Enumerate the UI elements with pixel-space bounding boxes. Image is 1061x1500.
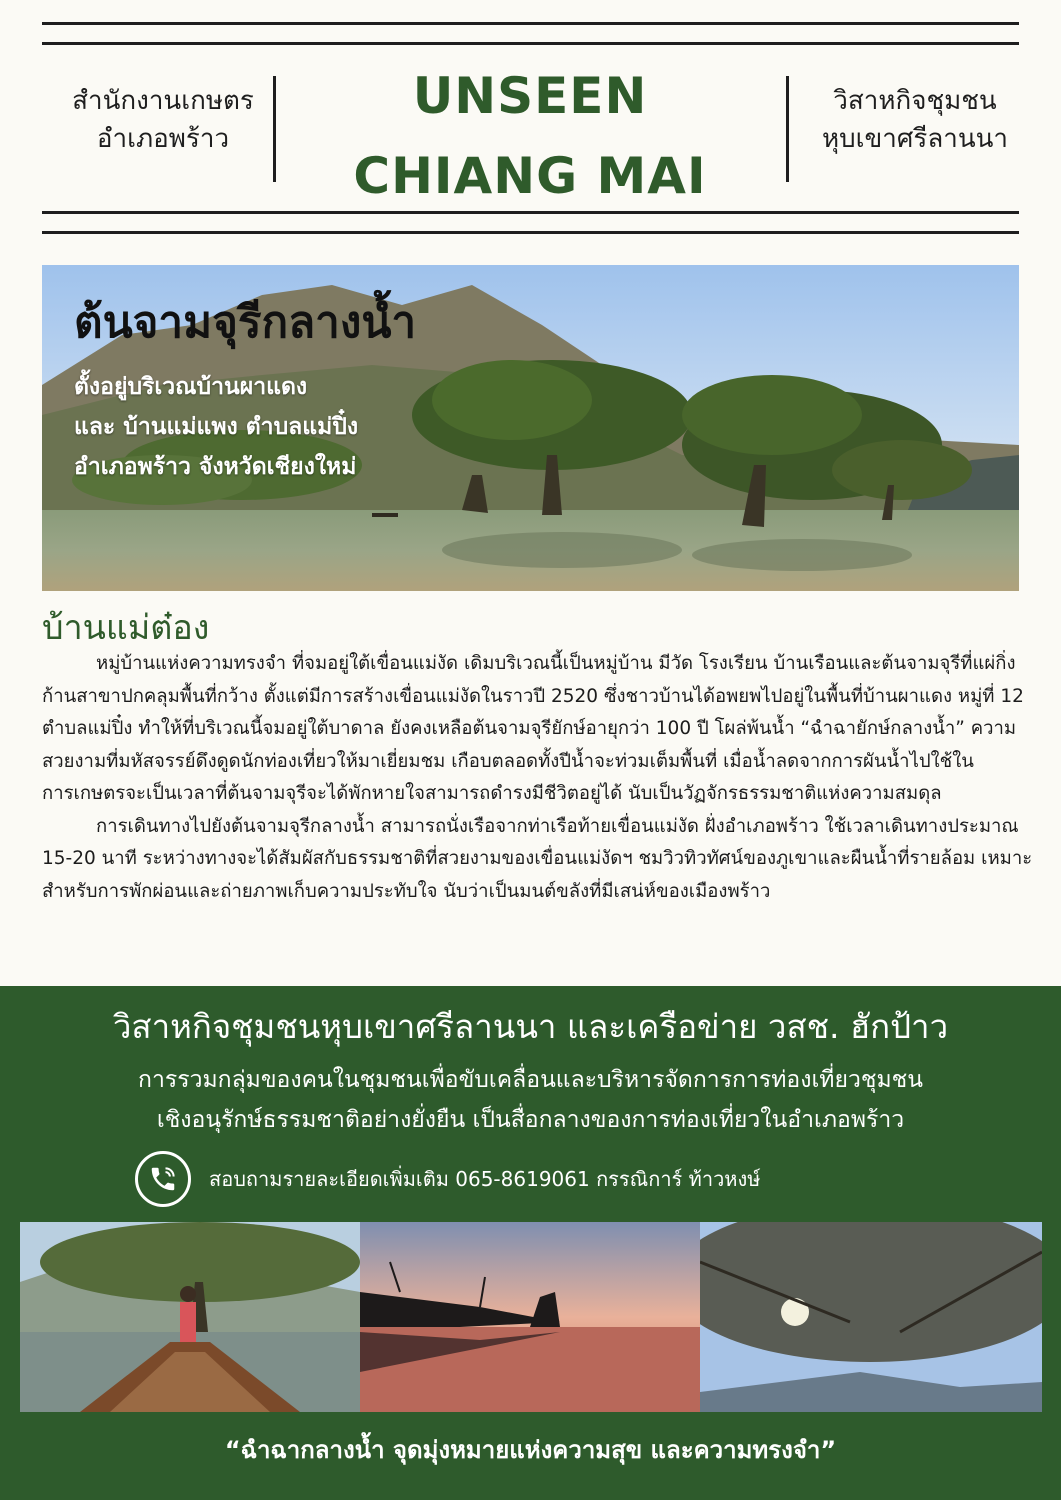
band-description-line1: การรวมกลุ่มของคนในชุมชนเพื่อขับเคลื่อนและบริหารจัดการการท่องเที่ยวชุมชน [138, 1067, 923, 1093]
hero-photo [42, 265, 1019, 591]
hero-subtitle-line2: และ บ้านแม่แพง ตำบลแม่ปิ๋ง [74, 414, 359, 440]
masthead-line1: UNSEEN [412, 67, 648, 125]
header-left-line2: อำเภอพร้าว [96, 124, 230, 154]
contact-row [135, 1150, 760, 1208]
header-divider-left [273, 76, 276, 182]
article-heading: บ้านแม่ต๋อง [42, 608, 210, 648]
phone-icon [135, 1151, 191, 1207]
hero-subtitle [74, 367, 358, 487]
photo-sunset-lake [360, 1222, 700, 1412]
top-rule-1 [42, 22, 1019, 25]
header-right-block [800, 82, 1030, 158]
photo-tree-canopy [700, 1222, 1042, 1412]
bottom-rule-2 [42, 231, 1019, 234]
header-right-line2: หุบเขาศรีลานนา [821, 124, 1009, 154]
bottom-rule-1 [42, 211, 1019, 214]
hero-subtitle-line3: อำเภอพร้าว จังหวัดเชียงใหม่ [74, 454, 357, 480]
closing-quote: “ฉำฉากลางน้ำ จุดมุ่งหมายแห่งความสุข และความทรงจำ” [224, 1436, 837, 1464]
article-paragraph-1: หมู่บ้านแห่งความทรงจำ ที่จมอยู่ใต้เขื่อนแม่งัด เดิมบริเวณนี้เป็นหมู่บ้าน มีวัด โรงเรียน บ้านเรือนและต้นจามจุรีที่แผ่กิ่งก้านสาขาปกคลุมพื้นที่กว้าง ตั้งแต่มีการสร้างเขื่อนแม่งัดในราวปี 2520 ซึ่งชาวบ้านได้อพยพไปอยู่ในพื้นที่บ้านผาแดง หมู่ที่ 12 ตำบลแม่ปิ๋ง ทำให้ที่บริเวณนี้จมอยู่ใต้บาดาล ยังคงเหลือต้นจามจุรียักษ์อายุกว่า 100 ปี โผล่พ้นน้ำ “ฉำฉายักษ์กลางน้ำ” ความสวยงามที่มหัสจรรย์ดึงดูดนักท่องเที่ยวให้มาเยี่ยมชม เกือบตลอดทั้งปีน้ำจะท่วมเต็มพื้นที่ เมื่อน้ำลดจากการผันน้ำไปใช้ในการเกษตรจะเป็นเวลาที่ต้นจามจุรีจะได้พักหายใจสามารถดำรงมีชีวิตอยู่ได้ นับเป็นวัฏจักรธรรมชาติแห่งความสมดุล [42, 653, 1024, 804]
article-body [42, 648, 1046, 908]
masthead-title [300, 56, 760, 216]
masthead-line2: CHIANG MAI [353, 147, 707, 205]
hero-title: ต้นจามจุรีกลางน้ำ [74, 297, 417, 348]
band-description-line2: เชิงอนุรักษ์ธรรมชาติอย่างยั่งยืน เป็นสื่อกลางของการท่องเที่ยวในอำเภอพร้าว [156, 1107, 905, 1133]
header-divider-right [786, 76, 789, 182]
header-right-line1: วิสาหกิจชุมชน [833, 86, 997, 116]
article-paragraph-2: การเดินทางไปยังต้นจามจุรีกลางน้ำ สามารถนั่งเรือจากท่าเรือท้ายเขื่อนแม่งัด ฝั่งอำเภอพร้าว ใช้เวลาเดินทางประมาณ 15-20 นาที ระหว่างทางจะได้สัมผัสกับธรรมชาติที่สวยงามของเขื่อนแม่งัดฯ ชมวิวทิวทัศน์ของภูเขาและผืนน้ำที่รายล้อม เหมาะสำหรับการพักผ่อนและถ่ายภาพเก็บความประทับใจ นับว่าเป็นมนต์ขลังที่มีเสน่ห์ของเมืองพร้าว [42, 815, 1033, 902]
contact-text: สอบถามรายละเอียดเพิ่มเติม 065-8619061 กรรณิการ์ ท้าวหงษ์ [209, 1167, 761, 1191]
top-rule-2 [42, 42, 1019, 45]
band-title: วิสาหกิจชุมชนหุบเขาศรีลานนา และเครือข่าย วสช. ฮักป้าว [112, 1007, 949, 1046]
phone-icon-glyph [148, 1164, 178, 1194]
header-left-block [48, 82, 278, 158]
photo-boat-trees [20, 1222, 360, 1412]
hero-subtitle-line1: ตั้งอยู่บริเวณบ้านผาแดง [74, 374, 308, 400]
header-left-line1: สำนักงานเกษตร [72, 86, 254, 116]
